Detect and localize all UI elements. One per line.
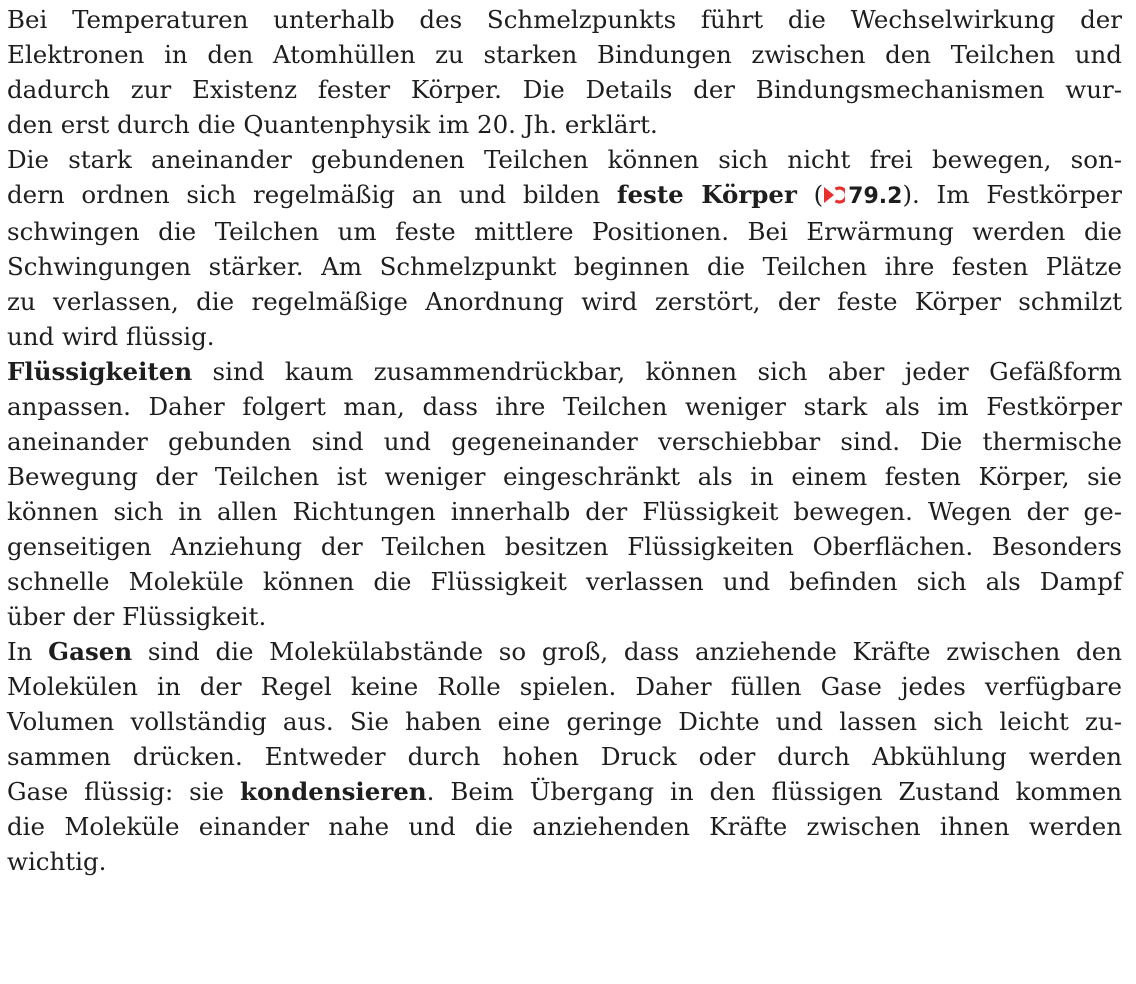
text-run: sind die Molekülabstände so groß, dass anziehende Kräfte zwischen den [132, 637, 1122, 666]
arrow-reference-icon [823, 185, 845, 205]
text-line [7, 107, 1122, 142]
text-run: Die stark aneinander gebundenen Teilchen können sich nicht frei bewegen, son- [7, 145, 1122, 174]
text-line [7, 739, 1122, 774]
text-line [7, 529, 1122, 564]
paragraph [7, 634, 1122, 879]
text-line [7, 177, 1122, 214]
text-run: dadurch zur Existenz fester Körper. Die Details der Bindungsmechanismen wur- [7, 75, 1122, 104]
text-run: wichtig. [7, 847, 107, 876]
text-run: Bewegung der Teilchen ist weniger eingeschränkt als in einem festen Körper, sie [7, 462, 1122, 491]
text-run: sind kaum zusammendrückbar, können sich aber jeder Gefäßform [192, 357, 1122, 386]
text-run: können sich in allen Richtungen innerhalb der Flüssigkeit bewegen. Wegen der ge- [7, 497, 1122, 526]
text-line [7, 494, 1122, 529]
bold-term: Gasen [48, 637, 133, 666]
text-run: ( [796, 180, 824, 209]
text-line [7, 599, 1122, 634]
text-run: aneinander gebunden sind und gegeneinander verschiebbar sind. Die thermische [7, 427, 1122, 456]
bold-term: Flüssigkeiten [7, 357, 193, 386]
paragraph [7, 2, 1122, 142]
text-run: ). Im Festkörper [902, 180, 1122, 209]
text-run: und wird flüssig. [7, 322, 215, 351]
text-run: schwingen die Teilchen um feste mittlere Positionen. Bei Erwärmung werden die [7, 217, 1122, 246]
text-run: Elektronen in den Atomhüllen zu starken Bindungen zwischen den Teilchen und [7, 40, 1122, 69]
text-run: den erst durch die Quantenphysik im 20. Jh. erklärt. [7, 110, 658, 139]
paragraph [7, 142, 1122, 354]
text-line [7, 844, 1122, 879]
text-run: genseitigen Anziehung der Teilchen besitzen Flüssigkeiten Oberflächen. Besonders [7, 532, 1122, 561]
paragraph [7, 354, 1122, 634]
text-run: Molekülen in der Regel keine Rolle spielen. Daher füllen Gase jedes verfügbare [7, 672, 1122, 701]
text-line [7, 319, 1122, 354]
text-line [7, 354, 1122, 389]
text-line [7, 704, 1122, 739]
text-line [7, 72, 1122, 107]
text-line [7, 809, 1122, 844]
figure-reference-link[interactable] [823, 184, 902, 209]
text-run: Bei Temperaturen unterhalb des Schmelzpunkts führt die Wechselwirkung der [7, 5, 1122, 34]
figure-reference-number: 79.2 [848, 184, 903, 209]
text-line [7, 37, 1122, 72]
text-run: Schwingungen stärker. Am Schmelzpunkt beginnen die Teilchen ihre festen Plätze [7, 252, 1122, 281]
text-line [7, 142, 1122, 177]
text-run: über der Flüssigkeit. [7, 602, 267, 631]
text-line [7, 2, 1122, 37]
text-line [7, 249, 1122, 284]
text-line [7, 774, 1122, 809]
text-line [7, 669, 1122, 704]
text-run: zu verlassen, die regelmäßige Anordnung wird zerstört, der feste Körper schmilzt [7, 287, 1122, 316]
text-run: Gase flüssig: sie [7, 777, 240, 806]
text-line [7, 424, 1122, 459]
text-line [7, 214, 1122, 249]
bold-term: kondensieren [239, 777, 427, 806]
text-line [7, 389, 1122, 424]
text-run: schnelle Moleküle können die Flüssigkeit verlassen und befinden sich als Dampf [7, 567, 1122, 596]
text-run: sammen drücken. Entweder durch hohen Druck oder durch Abkühlung werden [7, 742, 1122, 771]
text-run: Volumen vollständig aus. Sie haben eine geringe Dichte und lassen sich leicht zu- [7, 707, 1122, 736]
text-line [7, 634, 1122, 669]
text-run: die Moleküle einander nahe und die anziehenden Kräfte zwischen ihnen werden [7, 812, 1122, 841]
text-run: . Beim Übergang in den flüssigen Zustand kommen [426, 777, 1123, 806]
text-run: In [7, 637, 49, 666]
text-run: anpassen. Daher folgert man, dass ihre Teilchen weniger stark als im Festkörper [7, 392, 1122, 421]
text-line [7, 564, 1122, 599]
text-run: dern ordnen sich regelmäßig an und bilden [7, 180, 617, 209]
text-line [7, 284, 1122, 319]
bold-term: feste Körper [616, 180, 797, 209]
text-line [7, 459, 1122, 494]
